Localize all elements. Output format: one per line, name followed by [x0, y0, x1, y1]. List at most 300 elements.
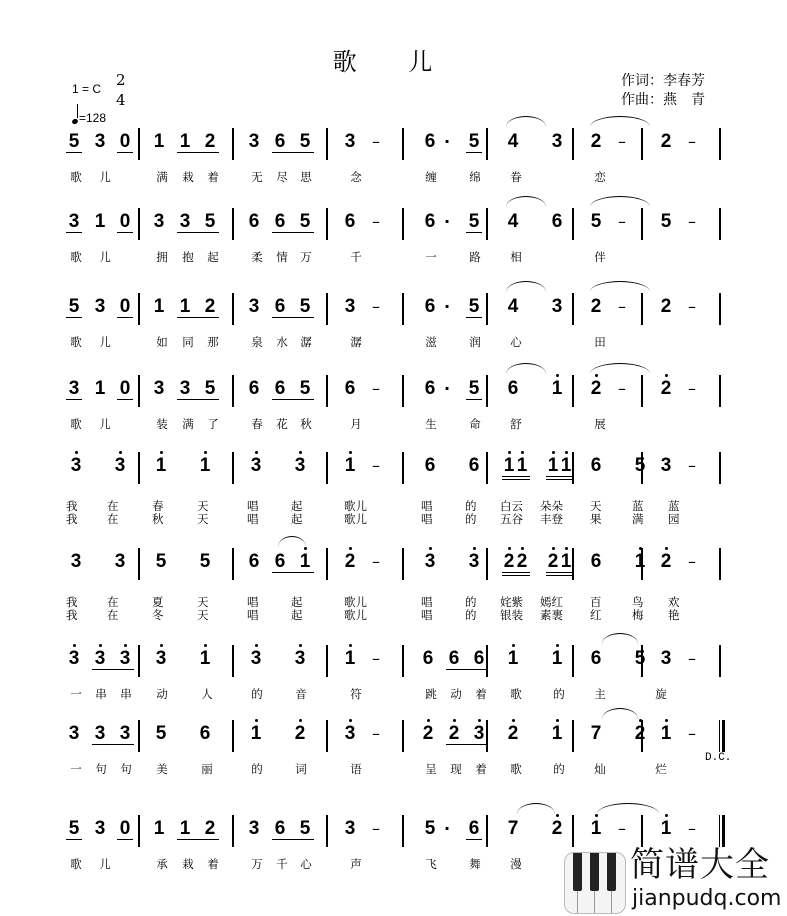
- barline: [486, 452, 488, 484]
- lyric-verse2: 起: [291, 608, 303, 622]
- lyric: 着: [207, 170, 219, 184]
- lyric: 人: [201, 687, 213, 701]
- note: 5: [590, 211, 602, 232]
- note-high: 1: [588, 819, 604, 839]
- lyric: 满: [182, 417, 194, 431]
- lyric: 着: [475, 687, 487, 701]
- lyric-verse1: 在: [107, 499, 119, 513]
- barline: [641, 293, 643, 325]
- sustain-dash: –: [618, 297, 626, 316]
- note: 6: [448, 648, 460, 669]
- lyric-verse2: 在: [107, 512, 119, 526]
- eighth-underline: [446, 744, 488, 745]
- lyric: 千: [350, 250, 362, 264]
- lyric: 舒: [510, 417, 522, 431]
- lyric-verse1: 嫣红: [540, 595, 563, 609]
- lyric-verse2: 冬: [152, 608, 164, 622]
- lyric: 起: [207, 250, 219, 264]
- note-high: 1: [632, 552, 648, 572]
- note: 5: [424, 818, 436, 839]
- lyric: 滋: [425, 335, 437, 349]
- note: 6: [424, 455, 436, 476]
- barline: [486, 293, 488, 325]
- barline: [402, 293, 404, 325]
- eighth-underline: [272, 152, 314, 153]
- lyric-verse2: 的: [465, 512, 477, 526]
- slur-arc: [506, 363, 546, 374]
- sustain-dash: –: [688, 552, 696, 571]
- eighth-underline: [117, 152, 133, 153]
- note: 3: [551, 296, 563, 317]
- lyric: 的: [553, 762, 565, 776]
- note: 3: [94, 818, 106, 839]
- lyric: 动: [450, 687, 462, 701]
- note: 3: [551, 131, 563, 152]
- lyric-verse2: 唱: [421, 512, 433, 526]
- final-barline-thin: [719, 815, 720, 847]
- composer: 作曲：燕 青: [621, 92, 705, 108]
- barline: [326, 293, 328, 325]
- barline: [572, 375, 574, 407]
- lyric: 拥: [156, 250, 168, 264]
- note: 3: [660, 648, 672, 669]
- barline: [719, 128, 721, 160]
- note-high: 1: [558, 552, 574, 572]
- lyric: 万: [251, 857, 263, 871]
- slur-arc: [590, 116, 650, 127]
- lyric: 的: [251, 762, 263, 776]
- lyric-verse2: 唱: [421, 608, 433, 622]
- barline: [138, 375, 140, 407]
- eighth-underline: [272, 572, 314, 573]
- slur-arc: [590, 196, 650, 207]
- time-signature: [116, 70, 126, 110]
- note: 6: [274, 296, 286, 317]
- lyric: 串: [120, 687, 132, 701]
- barline: [719, 452, 721, 484]
- lyric: 歌: [70, 250, 82, 264]
- lyric-verse1: 蓝: [668, 499, 680, 513]
- note-high: 3: [292, 456, 308, 476]
- note-high: 1: [505, 649, 521, 669]
- note-high: 2: [514, 552, 530, 572]
- note: 1: [179, 296, 191, 317]
- barline: [402, 452, 404, 484]
- note-high: 3: [248, 456, 264, 476]
- lyric: 花: [276, 417, 288, 431]
- lyric-verse1: 在: [107, 595, 119, 609]
- note: 5: [468, 378, 480, 399]
- note-high: 1: [514, 456, 530, 476]
- note: 6: [424, 378, 436, 399]
- lyric: 声: [350, 857, 362, 871]
- barline: [138, 208, 140, 240]
- note: 5: [68, 296, 80, 317]
- barline: [232, 293, 234, 325]
- lyric-verse1: 天: [590, 499, 602, 513]
- note: 0: [119, 818, 131, 839]
- barline: [138, 293, 140, 325]
- lyric-verse1: 鸟: [632, 595, 644, 609]
- note: 3: [119, 723, 131, 744]
- note: 1: [153, 818, 165, 839]
- note: 6: [424, 296, 436, 317]
- eighth-underline: [66, 152, 82, 153]
- note-high: 1: [197, 456, 213, 476]
- lyric: 缠: [425, 170, 437, 184]
- lyric: 着: [207, 857, 219, 871]
- slur-arc: [506, 281, 546, 292]
- lyric: 符: [350, 687, 362, 701]
- lyric: 栽: [182, 170, 194, 184]
- time-signature-top: 2: [116, 71, 126, 89]
- note: 3: [153, 211, 165, 232]
- lyric: 歌: [70, 170, 82, 184]
- barline: [326, 645, 328, 677]
- note: 3: [68, 211, 80, 232]
- lyric: 儿: [99, 857, 111, 871]
- barline: [138, 548, 140, 580]
- note: 5: [468, 211, 480, 232]
- lyric: 歌: [510, 687, 522, 701]
- watermark-logo: [562, 846, 784, 914]
- watermark-en: jianpudq.com: [632, 886, 782, 911]
- lyric: 歌: [510, 762, 522, 776]
- note-high: 2: [446, 724, 462, 744]
- lyric: 儿: [99, 250, 111, 264]
- note: 6: [274, 551, 286, 572]
- note: 0: [119, 131, 131, 152]
- note: 3: [68, 723, 80, 744]
- tempo-value: =128: [79, 111, 107, 125]
- sixteenth-underline: [502, 479, 530, 480]
- note-high: 2: [420, 724, 436, 744]
- note: 5: [634, 648, 646, 669]
- slur-arc: [602, 708, 638, 719]
- lyric-verse2: 素裹: [540, 608, 563, 622]
- eighth-underline: [272, 839, 314, 840]
- lyric: 烂: [655, 762, 667, 776]
- note-high: 1: [658, 819, 674, 839]
- note-high: 3: [68, 456, 84, 476]
- eighth-underline: [117, 232, 133, 233]
- barline: [138, 128, 140, 160]
- note: 3: [70, 551, 82, 572]
- eighth-underline: [466, 839, 482, 840]
- sixteenth-underline: [546, 572, 574, 573]
- note: 2: [204, 818, 216, 839]
- note: 2: [660, 296, 672, 317]
- lyric-verse2: 满: [632, 512, 644, 526]
- lyric: 泉: [251, 335, 263, 349]
- note: 5: [204, 378, 216, 399]
- lyric: 思: [300, 170, 312, 184]
- lyric: 美: [156, 762, 168, 776]
- note-high: 2: [545, 552, 561, 572]
- lyric: 飞: [425, 857, 437, 871]
- sustain-dash: –: [372, 456, 380, 475]
- lyric: 念: [350, 170, 362, 184]
- lyric: 歌: [70, 857, 82, 871]
- barline: [138, 720, 140, 752]
- slur-arc: [506, 196, 546, 207]
- lyric: 装: [156, 417, 168, 431]
- note-high: 1: [549, 649, 565, 669]
- lyric-verse1: 歌儿: [344, 499, 367, 513]
- barline: [641, 128, 643, 160]
- eighth-underline: [92, 744, 134, 745]
- lyric: 了: [207, 417, 219, 431]
- lyric-verse2: 唱: [247, 512, 259, 526]
- eighth-underline: [177, 232, 219, 233]
- credits: [621, 72, 705, 110]
- note-high: 2: [588, 379, 604, 399]
- barline: [719, 548, 721, 580]
- slur-arc: [278, 536, 306, 547]
- sixteenth-underline: [502, 575, 530, 576]
- eighth-underline: [446, 669, 488, 670]
- quarter-note-icon: [71, 118, 78, 125]
- barline: [326, 548, 328, 580]
- barline: [402, 208, 404, 240]
- note-high: 3: [66, 649, 82, 669]
- barline: [572, 208, 574, 240]
- lyric: 伴: [594, 250, 606, 264]
- lyric-verse1: 白云: [500, 499, 523, 513]
- note: 6: [468, 455, 480, 476]
- lyric: 歌: [70, 335, 82, 349]
- note-high: 2: [342, 552, 358, 572]
- barline: [232, 452, 234, 484]
- barline: [232, 375, 234, 407]
- lyric: 语: [350, 762, 362, 776]
- lyric: 生: [425, 417, 437, 431]
- lyric: 儿: [99, 417, 111, 431]
- note: 3: [248, 818, 260, 839]
- sixteenth-underline: [546, 479, 574, 480]
- note: 6: [344, 378, 356, 399]
- note: 6: [590, 551, 602, 572]
- lyric-verse1: 夏: [152, 595, 164, 609]
- note-high: 2: [501, 552, 517, 572]
- lyric: 那: [207, 335, 219, 349]
- lyric: 抱: [182, 250, 194, 264]
- note: 6: [590, 455, 602, 476]
- note-high: 1: [549, 724, 565, 744]
- lyric-verse1: 春: [152, 499, 164, 513]
- barline: [641, 208, 643, 240]
- sustain-dash: –: [618, 379, 626, 398]
- note: 4: [507, 296, 519, 317]
- note: 4: [507, 211, 519, 232]
- note: 3: [94, 131, 106, 152]
- lyric-verse1: 我: [66, 595, 78, 609]
- lyric-verse1: 起: [291, 499, 303, 513]
- lyric: 承: [156, 857, 168, 871]
- barline: [326, 452, 328, 484]
- lyric: 相: [510, 250, 522, 264]
- barline: [232, 645, 234, 677]
- note-high: 1: [297, 552, 313, 572]
- lyric-verse1: 朵朵: [540, 499, 563, 513]
- lyric: 动: [156, 687, 168, 701]
- barline: [326, 720, 328, 752]
- lyric: 潺: [350, 335, 362, 349]
- note: 6: [274, 211, 286, 232]
- lyric: 句: [95, 762, 107, 776]
- note: 7: [590, 723, 602, 744]
- lyric: 月: [350, 417, 362, 431]
- note: 1: [153, 131, 165, 152]
- note-high: 1: [197, 649, 213, 669]
- lyric-verse1: 唱: [421, 595, 433, 609]
- note: 3: [248, 296, 260, 317]
- note-high: 3: [153, 649, 169, 669]
- lyric: 命: [469, 417, 481, 431]
- dotted-note-dot: ·: [444, 132, 451, 151]
- lyric-verse1: 唱: [247, 499, 259, 513]
- barline: [572, 128, 574, 160]
- note: 3: [344, 296, 356, 317]
- lyric: 情: [276, 250, 288, 264]
- note-high: 1: [342, 649, 358, 669]
- note-high: 1: [658, 724, 674, 744]
- note-high: 2: [658, 552, 674, 572]
- dotted-note-dot: ·: [444, 379, 451, 398]
- final-barline-thin: [719, 720, 720, 752]
- note: 1: [153, 296, 165, 317]
- lyric-verse2: 艳: [668, 608, 680, 622]
- note-high: 1: [549, 379, 565, 399]
- lyric-verse2: 丰登: [540, 512, 563, 526]
- sustain-dash: –: [372, 297, 380, 316]
- lyric: 恋: [594, 170, 606, 184]
- note: 3: [153, 378, 165, 399]
- note-high: 3: [466, 552, 482, 572]
- lyric: 串: [95, 687, 107, 701]
- note-high: 1: [342, 456, 358, 476]
- eighth-underline: [466, 317, 482, 318]
- note: 6: [473, 648, 485, 669]
- lyric-verse1: 姹紫: [500, 595, 523, 609]
- lyric: 春: [251, 417, 263, 431]
- note: 3: [68, 378, 80, 399]
- lyric-verse1: 天: [197, 595, 209, 609]
- barline: [402, 645, 404, 677]
- note: 3: [344, 818, 356, 839]
- note-high: 3: [92, 649, 108, 669]
- barline: [138, 645, 140, 677]
- lyric-verse1: 百: [590, 595, 602, 609]
- barline: [326, 815, 328, 847]
- eighth-underline: [66, 839, 82, 840]
- lyric: 旋: [655, 687, 667, 701]
- note: 6: [424, 211, 436, 232]
- barline: [138, 452, 140, 484]
- lyric-verse2: 歌儿: [344, 608, 367, 622]
- sustain-dash: –: [372, 819, 380, 838]
- note-high: 3: [292, 649, 308, 669]
- note: 5: [199, 551, 211, 572]
- sustain-dash: –: [372, 132, 380, 151]
- barline: [402, 720, 404, 752]
- note-high: 3: [248, 649, 264, 669]
- eighth-underline: [117, 839, 133, 840]
- sustain-dash: –: [688, 212, 696, 231]
- eighth-underline: [177, 317, 219, 318]
- note: 6: [248, 378, 260, 399]
- sustain-dash: –: [618, 212, 626, 231]
- lyric: 一: [425, 250, 437, 264]
- time-signature-bottom: 4: [116, 91, 126, 109]
- note: 2: [204, 131, 216, 152]
- eighth-underline: [177, 399, 219, 400]
- note-high: 1: [558, 456, 574, 476]
- barline: [486, 548, 488, 580]
- sustain-dash: –: [688, 297, 696, 316]
- lyric: 栽: [182, 857, 194, 871]
- barline: [572, 293, 574, 325]
- sustain-dash: –: [688, 724, 696, 743]
- lyric-verse2: 的: [465, 608, 477, 622]
- note: 3: [114, 551, 126, 572]
- lyric-verse1: 唱: [421, 499, 433, 513]
- lyric: 展: [594, 417, 606, 431]
- note: 5: [155, 723, 167, 744]
- lyric-verse2: 在: [107, 608, 119, 622]
- barline: [232, 548, 234, 580]
- note: 5: [155, 551, 167, 572]
- lyric-verse1: 天: [197, 499, 209, 513]
- lyric-verse2: 梅: [632, 608, 644, 622]
- note: 5: [68, 818, 80, 839]
- eighth-underline: [66, 232, 82, 233]
- lyric-verse1: 蓝: [632, 499, 644, 513]
- note-high: 3: [112, 456, 128, 476]
- slur-arc: [590, 363, 650, 374]
- note: 6: [274, 818, 286, 839]
- barline: [138, 815, 140, 847]
- note: 6: [590, 648, 602, 669]
- lyric-verse1: 唱: [247, 595, 259, 609]
- note: 6: [507, 378, 519, 399]
- note: 6: [248, 551, 260, 572]
- note: 5: [204, 211, 216, 232]
- note: 7: [507, 818, 519, 839]
- quarter-note-stem: [77, 104, 78, 118]
- eighth-underline: [272, 232, 314, 233]
- eighth-underline: [466, 152, 482, 153]
- note: 1: [94, 378, 106, 399]
- lyric: 音: [295, 687, 307, 701]
- dotted-note-dot: ·: [444, 297, 451, 316]
- note: 6: [274, 131, 286, 152]
- lyric-verse1: 歌儿: [344, 595, 367, 609]
- sustain-dash: –: [688, 819, 696, 838]
- note-high: 1: [545, 456, 561, 476]
- sixteenth-underline: [502, 572, 530, 573]
- note: 5: [660, 211, 672, 232]
- note-high: 2: [292, 724, 308, 744]
- lyric-verse1: 欢: [668, 595, 680, 609]
- lyric: 同: [182, 335, 194, 349]
- lyric: 潺: [300, 335, 312, 349]
- barline: [232, 128, 234, 160]
- lyric-verse2: 天: [197, 512, 209, 526]
- note-high: 2: [632, 724, 648, 744]
- lyric-verse2: 秋: [152, 512, 164, 526]
- key-signature: 1 = C: [72, 82, 102, 96]
